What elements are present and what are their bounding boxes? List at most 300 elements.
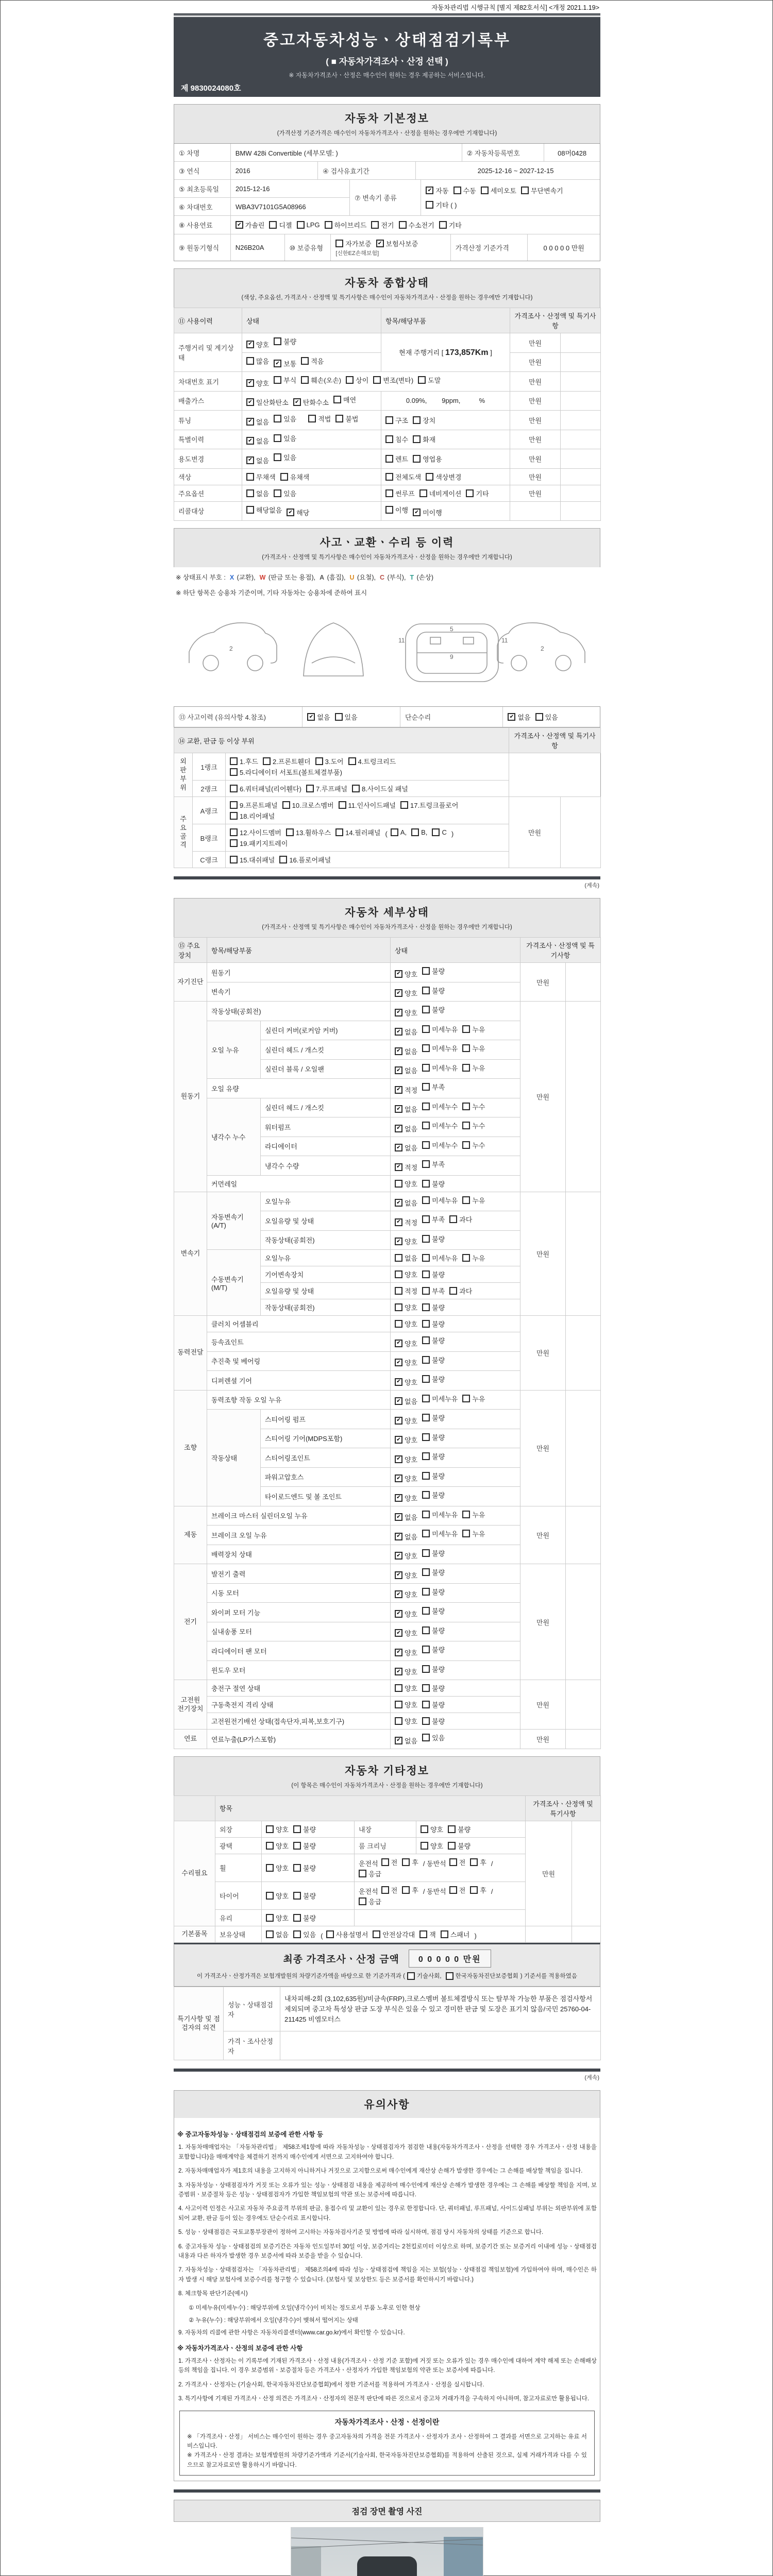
- checkbox-있음[interactable]: [274, 433, 296, 443]
- checkbox-불량[interactable]: [422, 1625, 445, 1635]
- checkbox-전기[interactable]: [371, 220, 394, 230]
- table-cell: 만원: [510, 372, 561, 392]
- checkbox-자가보증[interactable]: [335, 239, 371, 248]
- checkbox-적법[interactable]: [308, 414, 331, 423]
- table-cell: 배출가스: [174, 391, 242, 411]
- table-cell: [561, 797, 601, 868]
- checkbox-해당없음[interactable]: [246, 505, 282, 515]
- checkbox-전[interactable]: [381, 1885, 398, 1895]
- checkbox-box: [470, 1886, 478, 1894]
- checkbox-미세누유[interactable]: [422, 1043, 458, 1053]
- checkbox-11.인사이드패널[interactable]: [339, 800, 396, 810]
- checkbox-응급[interactable]: [359, 1869, 381, 1878]
- checkbox-label: 기술사회,: [416, 1973, 442, 1980]
- checkbox-label: 사용설명서: [335, 1930, 368, 1939]
- checkbox-불량[interactable]: [422, 966, 445, 976]
- table-cell: 원동기: [207, 963, 391, 982]
- checkbox-기술사회,[interactable]: [407, 1972, 442, 1980]
- checkbox-3.도어[interactable]: [315, 756, 344, 766]
- checkbox-미세누유[interactable]: [422, 1510, 458, 1519]
- checkbox-구조[interactable]: [385, 415, 408, 425]
- checkbox-14.필러패널[interactable]: [335, 827, 380, 837]
- checkbox-label: 탄화수소: [303, 399, 329, 406]
- checkbox-응급[interactable]: [359, 1896, 381, 1906]
- checkbox-양호[interactable]: [395, 1358, 417, 1367]
- checkbox-없음[interactable]: [395, 1532, 417, 1541]
- checkbox-없음[interactable]: [395, 1124, 417, 1133]
- checkbox-안전삼각대[interactable]: [373, 1929, 415, 1939]
- checkbox-불량[interactable]: [422, 1548, 445, 1558]
- checkbox-변조(변타)[interactable]: [373, 375, 413, 385]
- checkbox-10.크로스멤버[interactable]: [282, 800, 334, 810]
- reg-number-value: 08머0428: [558, 149, 587, 157]
- checkbox-불량[interactable]: [274, 336, 296, 346]
- checkbox-보험사보증[interactable]: [376, 239, 418, 248]
- checkbox-누유[interactable]: [462, 1253, 485, 1263]
- checkbox-불량[interactable]: [293, 1891, 316, 1901]
- checkbox-없음[interactable]: [508, 712, 530, 722]
- checkbox-미세누유[interactable]: [422, 1394, 458, 1403]
- checkbox-양호[interactable]: [395, 1570, 417, 1580]
- checkbox-전[interactable]: [381, 1857, 398, 1867]
- checkbox-누유[interactable]: [462, 1024, 485, 1034]
- checkbox-불량[interactable]: [422, 1269, 445, 1279]
- zone-number: 9: [450, 653, 453, 660]
- checkbox-label: 색상변경: [435, 473, 462, 481]
- table-cell: [566, 1192, 601, 1316]
- checkbox-없음[interactable]: [395, 1104, 417, 1114]
- checkbox-불량[interactable]: [422, 1234, 445, 1244]
- checkbox-양호[interactable]: [395, 1716, 417, 1726]
- checkbox-전체도색[interactable]: [385, 472, 421, 482]
- checkbox-box: [422, 1395, 430, 1402]
- car-side-left-outline: [189, 623, 277, 663]
- checkbox-양호[interactable]: [395, 1628, 417, 1638]
- checkbox-양호[interactable]: [395, 1435, 417, 1445]
- checkbox-box: ✔: [395, 1629, 402, 1637]
- table-row: [174, 797, 601, 824]
- checkbox-색상변경[interactable]: [426, 472, 461, 482]
- checkbox-침수[interactable]: [385, 434, 408, 444]
- checkbox-label: 해당없음: [256, 506, 282, 514]
- checkbox-18.리어패널[interactable]: [230, 811, 275, 821]
- checkbox-불량[interactable]: [422, 1374, 445, 1384]
- checkbox-불량[interactable]: [448, 1824, 470, 1834]
- checkbox-19.패키지트레이[interactable]: [230, 838, 288, 848]
- checkbox-양호[interactable]: [395, 1589, 417, 1599]
- checkbox-15.대쉬패널[interactable]: [230, 855, 275, 865]
- table-cell: [355, 1854, 526, 1882]
- checkbox-B,[interactable]: [411, 828, 427, 836]
- checkbox-많음[interactable]: [246, 356, 269, 366]
- checkbox-양호[interactable]: [395, 969, 417, 979]
- checkbox-없음[interactable]: [395, 1027, 417, 1037]
- checkbox-label: 불량: [303, 1914, 316, 1922]
- checkbox-불량[interactable]: [293, 1863, 316, 1873]
- checkbox-label: 불량: [432, 1492, 445, 1499]
- checkbox-box: ✔: [395, 1494, 402, 1502]
- checkbox-불량[interactable]: [422, 1335, 445, 1345]
- notice-item: 5. 성능ㆍ상태점검은 국토교통부장관이 정하여 고시하는 자동차검사기준 및 방법에 따라 실시하며, 점검 당시 자동차의 상태를 기준으로 합니다.: [178, 2229, 544, 2236]
- checkbox-label: 있음: [545, 714, 558, 721]
- status-symbol-desc: (흠집),: [325, 574, 346, 581]
- checkbox-box: [422, 1254, 430, 1262]
- table-row: [174, 1192, 601, 1211]
- checkbox-누유[interactable]: [462, 1529, 485, 1538]
- checkbox-불량[interactable]: [422, 1432, 445, 1442]
- checkbox-수소전기[interactable]: [399, 220, 434, 230]
- checkbox-불량[interactable]: [422, 1606, 445, 1616]
- checkbox-label: 불량: [432, 1414, 445, 1422]
- checkbox-없음[interactable]: [246, 455, 269, 465]
- checkbox-16.플로어패널[interactable]: [279, 855, 331, 865]
- notice-item: 9. 자동차의 리콜에 관한 사항은 자동차리콜센터(www.car.go.kr)에서 확인할 수 있습니다.: [178, 2330, 405, 2336]
- checkbox-2.프론트휀더[interactable]: [263, 756, 311, 766]
- table-cell: [381, 501, 510, 521]
- detail-condition-table: [174, 937, 601, 1749]
- table-row: [174, 1002, 601, 1021]
- checkbox-13.휠하우스[interactable]: [286, 827, 331, 837]
- checkbox-과다[interactable]: [449, 1286, 472, 1296]
- checkbox-부족[interactable]: [422, 1286, 445, 1296]
- checkbox-없음[interactable]: [246, 417, 269, 427]
- checkbox-후[interactable]: [402, 1885, 418, 1895]
- checkbox-8.사이드실 패널[interactable]: [352, 784, 408, 793]
- checkbox-누유[interactable]: [462, 1394, 485, 1403]
- checkbox-사용설명서[interactable]: [326, 1929, 368, 1939]
- checkbox-box: [521, 187, 529, 194]
- notice-item: 6. 중고자동차 성능ㆍ상태점검의 보증기간은 자동차 인도일부터 30일 이상, 보증거리는 2천킬로미터 이상으로 하며, 보증기간 또는 보증거리 이내에 성능ㆍ상태점검 내용과 다른 하자가 발생한 경우 보증서에 따라 보증을 받을 수 있습니다.: [178, 2243, 597, 2259]
- checkbox-전[interactable]: [449, 1857, 466, 1867]
- checkbox-세미오토[interactable]: [481, 185, 516, 195]
- checkbox-불량[interactable]: [422, 1490, 445, 1500]
- checkbox-양호[interactable]: [246, 340, 269, 349]
- checkbox-양호[interactable]: [395, 1648, 417, 1657]
- checkbox-없음[interactable]: [246, 436, 269, 446]
- table-cell: [381, 430, 510, 449]
- checkbox-있음[interactable]: [422, 1733, 445, 1742]
- checkbox-불량[interactable]: [422, 1319, 445, 1329]
- checkbox-양호[interactable]: [395, 1179, 417, 1189]
- checkbox-A,[interactable]: [391, 828, 407, 836]
- checkbox-미세누수[interactable]: [422, 1101, 458, 1111]
- checkbox-label: 디젤: [279, 222, 292, 229]
- wheel: [203, 655, 219, 671]
- checkbox-양호[interactable]: [395, 1338, 417, 1348]
- checkbox-양호[interactable]: [395, 1551, 417, 1561]
- checkbox-불량[interactable]: [422, 1587, 445, 1597]
- checkbox-label: 없음: [276, 1930, 289, 1939]
- checkbox-불량[interactable]: [422, 1567, 445, 1577]
- checkbox-일산화탄소[interactable]: [246, 397, 289, 407]
- checkbox-자동[interactable]: [426, 185, 448, 195]
- checkbox-가솔린[interactable]: [236, 220, 265, 230]
- checkbox-하이브리드[interactable]: [325, 220, 367, 230]
- checkbox-양호[interactable]: [395, 1302, 417, 1312]
- checkbox-이행[interactable]: [385, 505, 408, 515]
- checkbox-양호[interactable]: [395, 1667, 417, 1676]
- checkbox-label: 없음: [405, 1199, 418, 1207]
- checkbox-불량[interactable]: [422, 1451, 445, 1461]
- checkbox-불량[interactable]: [422, 1664, 445, 1674]
- checkbox-부족[interactable]: [422, 1214, 445, 1224]
- checkbox-불량[interactable]: [422, 1645, 445, 1654]
- checkbox-양호[interactable]: [395, 1609, 417, 1619]
- etc-info-table: [174, 1795, 601, 1943]
- checkbox-미세누유[interactable]: [422, 1024, 458, 1034]
- checkbox-없음[interactable]: [395, 1046, 417, 1056]
- checkbox-과다[interactable]: [449, 1214, 472, 1224]
- status-symbol-C: C: [379, 574, 385, 581]
- checkbox-양호[interactable]: [266, 1824, 289, 1834]
- checkbox-후[interactable]: [470, 1885, 486, 1895]
- table-cell: [391, 1332, 520, 1352]
- checkbox-불량[interactable]: [422, 1683, 445, 1693]
- checkbox-17.트렁크플로어[interactable]: [400, 800, 458, 810]
- checkbox-누수[interactable]: [462, 1101, 485, 1111]
- checkbox-한국자동차진단보증협회[interactable]: [446, 1972, 518, 1980]
- checkbox-수동[interactable]: [453, 185, 476, 195]
- checkbox-양호[interactable]: [246, 378, 269, 388]
- checkbox-적정[interactable]: [395, 1286, 417, 1296]
- checkbox-box: [422, 1717, 430, 1725]
- checkbox-부족[interactable]: [422, 1082, 445, 1092]
- table-cell: [566, 1730, 601, 1749]
- checkbox-box: [411, 828, 419, 836]
- checkbox-있음[interactable]: [274, 452, 296, 462]
- table-cell: [262, 1821, 355, 1837]
- table-row: [174, 1680, 601, 1697]
- table-cell: 작동상태(공회전): [261, 1299, 391, 1316]
- checkbox-양호[interactable]: [395, 1683, 417, 1693]
- checkbox-없음[interactable]: [395, 1065, 417, 1075]
- table-cell: 가격조사ㆍ산정액 및 특기사항: [510, 308, 601, 333]
- checkbox-box: [481, 187, 489, 194]
- checkbox-불량[interactable]: [448, 1841, 470, 1851]
- checkbox-탄화수소[interactable]: [293, 397, 329, 407]
- checkbox-label: 불량: [432, 1006, 445, 1014]
- table-cell: [381, 485, 510, 501]
- checkbox-누수[interactable]: [462, 1140, 485, 1150]
- checkbox-디젤[interactable]: [269, 220, 292, 230]
- checkbox-불량[interactable]: [422, 1700, 445, 1709]
- checkbox-불량[interactable]: [422, 1005, 445, 1014]
- checkbox-불량[interactable]: [422, 1413, 445, 1422]
- checkbox-미세누유[interactable]: [422, 1195, 458, 1205]
- checkbox-누유[interactable]: [462, 1043, 485, 1053]
- checkbox-상이[interactable]: [346, 375, 368, 385]
- checkbox-훼손(오손)[interactable]: [301, 375, 341, 385]
- checkbox-부식[interactable]: [274, 375, 296, 385]
- checkbox-양호[interactable]: [266, 1891, 289, 1901]
- table-cell: [391, 1390, 520, 1410]
- checkbox-불량[interactable]: [293, 1913, 316, 1923]
- checkbox-있음[interactable]: [274, 488, 296, 498]
- checkbox-양호[interactable]: [395, 1236, 417, 1246]
- checkbox-box: [413, 455, 421, 463]
- checkbox-있음[interactable]: [335, 712, 358, 722]
- checkbox-기타[interactable]: [439, 220, 462, 230]
- checkbox-box: [335, 415, 343, 422]
- checkbox-불량[interactable]: [422, 1302, 445, 1312]
- checkbox-box: [422, 1160, 430, 1168]
- checkbox-없음[interactable]: [266, 1929, 289, 1939]
- checkbox-있음[interactable]: [535, 712, 558, 722]
- checkbox-C[interactable]: [432, 828, 446, 836]
- checkbox-불량[interactable]: [422, 1179, 445, 1189]
- checkbox-1.후드[interactable]: [230, 756, 258, 766]
- table-cell: 실린더 헤드 / 개스킷: [261, 1098, 391, 1117]
- table-cell: 만원: [510, 333, 561, 353]
- notice-text-block: [174, 2118, 600, 2481]
- checkbox-양호[interactable]: [395, 1377, 417, 1387]
- checkbox-도말[interactable]: [418, 375, 441, 385]
- checkbox-미이행[interactable]: [413, 507, 442, 517]
- checkbox-누수[interactable]: [462, 1121, 485, 1130]
- checkbox-없음[interactable]: [395, 1253, 417, 1263]
- checkbox-양호[interactable]: [395, 1700, 417, 1709]
- checkbox-없음[interactable]: [395, 1143, 417, 1153]
- checkbox-썬루프[interactable]: [385, 488, 415, 498]
- checkbox-양호[interactable]: [395, 1416, 417, 1426]
- checkbox-5.라디에이터 서포트(볼트체결부품)[interactable]: [230, 767, 342, 777]
- checkbox-적정[interactable]: [395, 1085, 417, 1095]
- checkbox-양호[interactable]: [395, 1493, 417, 1503]
- table-cell: [391, 1040, 520, 1060]
- checkbox-양호[interactable]: [395, 1473, 417, 1483]
- table-cell: 변속기: [174, 1192, 207, 1316]
- checkbox-스패너[interactable]: [441, 1929, 470, 1939]
- table-cell: [262, 1926, 526, 1942]
- zone-number: 2: [541, 645, 544, 652]
- checkbox-양호[interactable]: [266, 1863, 289, 1873]
- checkbox-누유[interactable]: [462, 1195, 485, 1205]
- checkbox-label: 양호: [405, 1009, 418, 1017]
- checkbox-미세누수[interactable]: [422, 1121, 458, 1130]
- table-cell: [226, 753, 509, 781]
- checkbox-없음[interactable]: [395, 1198, 417, 1208]
- table-cell: 스티어링 펌프: [261, 1410, 391, 1429]
- checkbox-양호[interactable]: [395, 1319, 417, 1329]
- checkbox-label: 있음: [344, 714, 358, 721]
- notice-item: 4. 사고이력 인정은 사고로 자동차 주요골격 부위의 판금, 용접수리 및 교환이 있는 경우로 한정합니다. 단, 쿼터패널, 루프패널, 사이드실패널 부위는 외판부위에 포함되어 교환, 판금 등이 있는 경우에도 단순수리로 표시합니다.: [178, 2206, 597, 2222]
- table-cell: [242, 391, 381, 411]
- table-cell: [242, 449, 381, 469]
- checkbox-후[interactable]: [402, 1857, 418, 1867]
- checkbox-적정[interactable]: [395, 1217, 417, 1227]
- checkbox-매연[interactable]: [333, 395, 356, 404]
- checkbox-불량[interactable]: [422, 986, 445, 995]
- checkbox-미세누유[interactable]: [422, 1063, 458, 1073]
- checkbox-영업용[interactable]: [413, 454, 442, 464]
- checkbox-label: 없음: [317, 714, 330, 721]
- checkbox-전[interactable]: [449, 1885, 466, 1895]
- checkbox-9.프론트패널[interactable]: [230, 800, 278, 810]
- checkbox-미세누수[interactable]: [422, 1140, 458, 1150]
- checkbox-유채색[interactable]: [280, 472, 310, 482]
- checkbox-label: 자동: [435, 187, 449, 195]
- checkbox-box: [422, 1064, 430, 1072]
- checkbox-불법[interactable]: [335, 414, 358, 423]
- checkbox-기타 ( )[interactable]: [426, 200, 457, 210]
- checkbox-box: [274, 453, 281, 461]
- checkbox-무단변속기[interactable]: [521, 185, 563, 195]
- checkbox-미세누유[interactable]: [422, 1529, 458, 1538]
- checkbox-양호[interactable]: [395, 1269, 417, 1279]
- checkbox-6.쿼터패널(리어휀다)[interactable]: [230, 784, 301, 793]
- checkbox-누유[interactable]: [462, 1510, 485, 1519]
- checkbox-4.트렁크리드[interactable]: [348, 756, 396, 766]
- checkbox-box: [418, 376, 426, 384]
- checkbox-없음[interactable]: [307, 712, 330, 722]
- checkbox-누유[interactable]: [462, 1063, 485, 1073]
- checkbox-label: 응급: [368, 1870, 382, 1878]
- checkbox-없음[interactable]: [246, 488, 269, 498]
- checkbox-해당[interactable]: [287, 507, 309, 517]
- checkbox-불량[interactable]: [293, 1824, 316, 1834]
- checkbox-box: [422, 1626, 430, 1634]
- checkbox-후[interactable]: [470, 1857, 486, 1867]
- checkbox-12.사이드멤버[interactable]: [230, 827, 281, 837]
- checkbox-무채색[interactable]: [246, 472, 276, 482]
- checkbox-없음[interactable]: [395, 1736, 417, 1745]
- checkbox-불량[interactable]: [422, 1355, 445, 1365]
- table-cell: [391, 1697, 520, 1713]
- checkbox-네비게이션[interactable]: [419, 488, 462, 498]
- basic-info-table: [174, 143, 600, 261]
- table-cell: [566, 1680, 601, 1730]
- checkbox-양호[interactable]: [421, 1841, 443, 1851]
- checkbox-양호[interactable]: [421, 1824, 443, 1834]
- checkbox-불량[interactable]: [422, 1716, 445, 1726]
- checkbox-양호[interactable]: [395, 1454, 417, 1464]
- mileage-suffix: ]: [488, 349, 492, 357]
- checkbox-부족[interactable]: [422, 1159, 445, 1169]
- checkbox-장치[interactable]: [413, 415, 435, 425]
- checkbox-없음[interactable]: [395, 1396, 417, 1406]
- checkbox-양호[interactable]: [266, 1913, 289, 1923]
- checkbox-적정[interactable]: [395, 1162, 417, 1172]
- table-cell: 가격조사ㆍ산정액 및 특기사항: [526, 1795, 601, 1821]
- checkbox-렌트[interactable]: [385, 454, 408, 464]
- checkbox-box: [422, 1044, 430, 1052]
- checkbox-box: [421, 1825, 428, 1833]
- checkbox-box: [422, 1511, 430, 1518]
- checkbox-label: 미세누수: [432, 1141, 458, 1149]
- checkbox-불량[interactable]: [422, 1471, 445, 1481]
- checkbox-없음[interactable]: [395, 1512, 417, 1522]
- table-cell: 냉각수 누수: [207, 1098, 261, 1175]
- checkbox-보통[interactable]: [274, 359, 296, 368]
- checkbox-적음[interactable]: [301, 356, 324, 366]
- checkbox-양호[interactable]: [395, 1008, 417, 1018]
- checkbox-미세누유[interactable]: [422, 1253, 458, 1263]
- checkbox-불량[interactable]: [293, 1841, 316, 1851]
- checkbox-양호[interactable]: [395, 988, 417, 998]
- checkbox-잭[interactable]: [419, 1929, 436, 1939]
- warranty-label: ⑩ 보증유형: [285, 234, 331, 261]
- checkbox-7.루프패널[interactable]: [306, 784, 347, 793]
- checkbox-양호[interactable]: [266, 1841, 289, 1851]
- checkbox-label: 18.리어패널: [240, 812, 275, 820]
- checkbox-화재[interactable]: [413, 434, 435, 444]
- checkbox-있음[interactable]: [274, 414, 296, 423]
- checkbox-LPG[interactable]: [297, 221, 320, 229]
- checkbox-기타[interactable]: [466, 488, 489, 498]
- checkbox-있음[interactable]: [293, 1929, 316, 1939]
- table-cell: [242, 411, 381, 430]
- checkbox-box: [462, 1025, 470, 1033]
